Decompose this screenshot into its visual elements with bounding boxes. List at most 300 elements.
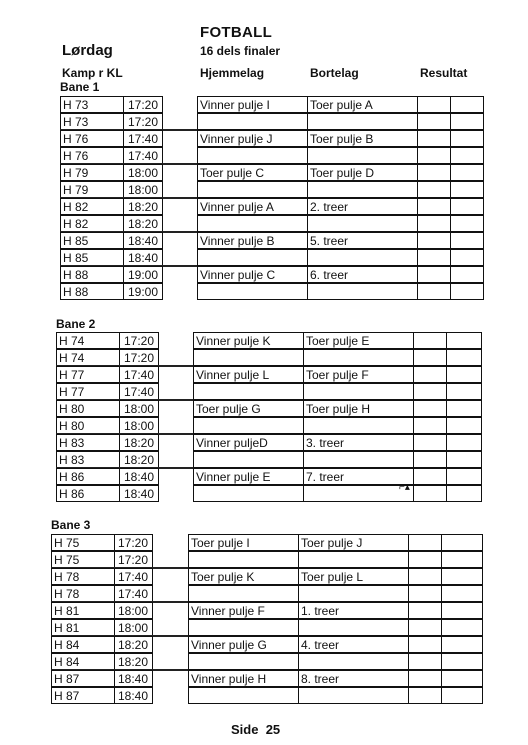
kamp-code: H 73 <box>63 98 89 112</box>
cell-divider <box>123 233 124 248</box>
kickoff-time: 18:40 <box>117 689 148 703</box>
kamp-row <box>60 249 163 266</box>
away-team-cell <box>304 350 414 365</box>
result-home-cell <box>409 654 442 669</box>
result-home-cell <box>409 671 442 686</box>
kamp-code: H 77 <box>59 385 85 399</box>
result-away-cell <box>442 620 482 635</box>
match-row <box>193 366 482 383</box>
away-team: 7. treer <box>306 470 345 484</box>
kamp-row <box>51 585 153 602</box>
result-home-cell <box>414 384 447 399</box>
column-header-home: Hjemmelag <box>200 66 265 80</box>
home-team-cell <box>198 114 308 129</box>
match-blank-row <box>197 181 484 198</box>
home-team-cell <box>189 569 299 584</box>
away-team-cell <box>308 182 418 197</box>
away-team: 6. treer <box>310 268 349 282</box>
cell-divider <box>123 114 124 129</box>
result-home-cell <box>414 435 447 450</box>
cell-divider <box>123 267 124 282</box>
kamp-row <box>51 653 153 670</box>
result-away-cell <box>442 603 482 618</box>
kamp-row <box>51 619 153 636</box>
away-team-cell <box>308 250 418 265</box>
home-team: Vinner puljeD <box>196 436 268 450</box>
away-team-cell <box>299 535 409 550</box>
away-team-cell <box>304 367 414 382</box>
cell-divider <box>114 552 115 567</box>
kickoff-time: 18:20 <box>127 200 158 214</box>
away-team: Toer pulje D <box>310 166 375 180</box>
kamp-code: H 81 <box>54 621 80 635</box>
home-team-cell <box>194 333 304 348</box>
kamp-code: H 88 <box>63 285 89 299</box>
result-away-cell <box>451 131 483 146</box>
kamp-row <box>56 349 159 366</box>
kickoff-time: 17:20 <box>123 334 154 348</box>
home-team: Toer pulje K <box>191 570 255 584</box>
day-heading: Lørdag <box>62 42 113 59</box>
cell-divider <box>114 586 115 601</box>
result-away-cell <box>442 637 482 652</box>
match-row <box>193 400 482 417</box>
away-team-cell <box>308 199 418 214</box>
result-away-cell <box>447 469 481 484</box>
result-away-cell <box>447 435 481 450</box>
kamp-code: H 75 <box>54 553 80 567</box>
match-blank-row <box>193 451 482 468</box>
cell-divider <box>123 165 124 180</box>
result-home-cell <box>409 535 442 550</box>
cell-divider <box>114 620 115 635</box>
result-home-cell <box>409 586 442 601</box>
away-team: 5. treer <box>310 234 349 248</box>
result-home-cell <box>418 216 451 231</box>
result-home-cell <box>418 97 451 112</box>
kamp-row <box>56 468 159 485</box>
result-away-cell <box>447 486 481 501</box>
result-home-cell <box>409 637 442 652</box>
cell-divider <box>119 384 120 399</box>
result-away-cell <box>447 418 481 433</box>
kamp-code: H 79 <box>63 166 89 180</box>
kamp-code: H 82 <box>63 217 89 231</box>
kickoff-time: 17:40 <box>127 132 158 146</box>
away-team: Toer pulje B <box>310 132 374 146</box>
kamp-row <box>51 687 153 704</box>
match-blank-row <box>193 417 482 434</box>
kickoff-time: 18:00 <box>127 183 158 197</box>
result-away-cell <box>447 452 481 467</box>
cell-divider <box>123 148 124 163</box>
home-team-cell <box>189 654 299 669</box>
result-away-cell <box>447 384 481 399</box>
home-team: Vinner pulje H <box>191 672 267 686</box>
cell-divider <box>123 199 124 214</box>
away-team: Toer pulje H <box>306 402 371 416</box>
column-header-result: Resultat <box>420 66 468 80</box>
result-away-cell <box>451 216 483 231</box>
column-header-away: Bortelag <box>310 66 359 80</box>
kamp-row <box>51 602 153 619</box>
kamp-code: H 86 <box>59 487 85 501</box>
home-team-cell <box>194 401 304 416</box>
away-team-cell <box>308 216 418 231</box>
match-row <box>188 636 483 653</box>
home-team: Vinner pulje B <box>200 234 275 248</box>
kamp-code: H 86 <box>59 470 85 484</box>
home-team-cell <box>194 452 304 467</box>
home-team-cell <box>198 267 308 282</box>
kamp-row <box>56 400 159 417</box>
result-home-cell <box>418 182 451 197</box>
result-home-cell <box>418 131 451 146</box>
away-team-cell <box>308 97 418 112</box>
kickoff-time: 18:00 <box>123 402 154 416</box>
kamp-row <box>56 417 159 434</box>
home-team-cell <box>189 688 299 703</box>
cell-divider <box>114 654 115 669</box>
kickoff-time: 17:20 <box>127 98 158 112</box>
away-team-cell <box>304 469 414 484</box>
bane-label: Bane 3 <box>51 518 91 532</box>
cell-divider <box>123 131 124 146</box>
kickoff-time: 18:40 <box>123 487 154 501</box>
match-blank-row <box>193 349 482 366</box>
kickoff-time: 18:20 <box>123 436 154 450</box>
cell-divider <box>119 435 120 450</box>
kickoff-time: 18:00 <box>127 166 158 180</box>
home-team: Vinner pulje C <box>200 268 276 282</box>
cell-divider <box>114 603 115 618</box>
kamp-row <box>51 551 153 568</box>
kamp-row <box>60 147 163 164</box>
kamp-code: H 79 <box>63 183 89 197</box>
cell-divider <box>119 486 120 501</box>
home-team-cell <box>189 535 299 550</box>
away-team-cell <box>299 637 409 652</box>
kamp-row <box>56 383 159 400</box>
home-team-cell <box>198 250 308 265</box>
result-away-cell <box>442 535 482 550</box>
home-team-cell <box>194 350 304 365</box>
cell-divider <box>114 535 115 550</box>
home-team: Vinner pulje E <box>196 470 271 484</box>
home-team-cell <box>189 552 299 567</box>
kickoff-time: 18:20 <box>123 453 154 467</box>
match-blank-row <box>193 485 482 502</box>
away-team-cell <box>299 688 409 703</box>
kamp-code: H 78 <box>54 587 80 601</box>
kamp-row <box>60 164 163 181</box>
home-team: Vinner pulje A <box>200 200 274 214</box>
result-home-cell <box>414 418 447 433</box>
result-away-cell <box>447 401 481 416</box>
kamp-code: H 76 <box>63 149 89 163</box>
kickoff-time: 18:20 <box>117 655 148 669</box>
home-team: Vinner pulje L <box>196 368 270 382</box>
match-row <box>197 130 484 147</box>
match-row <box>188 534 483 551</box>
kamp-row <box>56 451 159 468</box>
away-team-cell <box>308 148 418 163</box>
page-title: FOTBALL <box>200 24 273 41</box>
home-team: Vinner pulje J <box>200 132 273 146</box>
match-row <box>193 332 482 349</box>
result-away-cell <box>451 250 483 265</box>
match-blank-row <box>197 283 484 300</box>
kamp-code: H 83 <box>59 453 85 467</box>
match-blank-row <box>197 147 484 164</box>
away-team: 2. treer <box>310 200 349 214</box>
kamp-row <box>60 198 163 215</box>
away-team-cell <box>308 267 418 282</box>
result-away-cell <box>451 182 483 197</box>
result-home-cell <box>414 333 447 348</box>
away-team-cell <box>304 435 414 450</box>
away-team: Toer pulje A <box>310 98 373 112</box>
kickoff-time: 17:40 <box>127 149 158 163</box>
away-team: Toer pulje E <box>306 334 370 348</box>
home-team-cell <box>194 486 304 501</box>
match-row <box>197 232 484 249</box>
kamp-code: H 73 <box>63 115 89 129</box>
away-team-cell <box>299 569 409 584</box>
kamp-row <box>60 232 163 249</box>
result-home-cell <box>414 469 447 484</box>
result-home-cell <box>409 552 442 567</box>
kickoff-time: 17:20 <box>127 115 158 129</box>
home-team-cell <box>194 384 304 399</box>
home-team-cell <box>189 671 299 686</box>
result-away-cell <box>451 267 483 282</box>
kamp-row <box>60 215 163 232</box>
match-blank-row <box>188 585 483 602</box>
kamp-row <box>51 568 153 585</box>
stray-mark: ⌐▴ <box>399 482 410 493</box>
kamp-code: H 80 <box>59 419 85 433</box>
kamp-code: H 85 <box>63 251 89 265</box>
result-home-cell <box>409 620 442 635</box>
match-blank-row <box>188 687 483 704</box>
away-team-cell <box>304 401 414 416</box>
kamp-code: H 81 <box>54 604 80 618</box>
kamp-row <box>56 434 159 451</box>
kamp-row <box>51 670 153 687</box>
result-away-cell <box>442 654 482 669</box>
kamp-code: H 87 <box>54 689 80 703</box>
match-row <box>188 670 483 687</box>
match-row <box>188 602 483 619</box>
bane-label: Bane 1 <box>60 80 100 94</box>
result-away-cell <box>451 199 483 214</box>
cell-divider <box>119 333 120 348</box>
kamp-row <box>60 181 163 198</box>
kickoff-time: 19:00 <box>127 268 158 282</box>
cell-divider <box>114 671 115 686</box>
kamp-row <box>56 332 159 349</box>
kickoff-time: 17:40 <box>123 385 154 399</box>
home-team-cell <box>198 233 308 248</box>
result-away-cell <box>447 350 481 365</box>
cell-divider <box>114 569 115 584</box>
home-team-cell <box>198 165 308 180</box>
away-team-cell <box>308 131 418 146</box>
away-team: 8. treer <box>301 672 340 686</box>
cell-divider <box>114 688 115 703</box>
result-away-cell <box>451 233 483 248</box>
home-team-cell <box>198 182 308 197</box>
kamp-code: H 77 <box>59 368 85 382</box>
column-header-kamp: Kamp r KL <box>62 66 123 80</box>
away-team-cell <box>299 586 409 601</box>
match-row <box>193 434 482 451</box>
result-home-cell <box>418 199 451 214</box>
kickoff-time: 17:20 <box>117 536 148 550</box>
result-away-cell <box>451 114 483 129</box>
home-team: Toer pulje C <box>200 166 265 180</box>
cell-divider <box>123 250 124 265</box>
away-team-cell <box>299 671 409 686</box>
cell-divider <box>123 97 124 112</box>
result-home-cell <box>414 452 447 467</box>
result-home-cell <box>409 688 442 703</box>
match-blank-row <box>188 653 483 670</box>
home-team: Toer pulje I <box>191 536 250 550</box>
home-team-cell <box>189 637 299 652</box>
cell-divider <box>119 401 120 416</box>
result-home-cell <box>418 148 451 163</box>
result-away-cell <box>451 284 483 299</box>
result-home-cell <box>414 486 447 501</box>
kickoff-time: 17:20 <box>123 351 154 365</box>
kickoff-time: 17:40 <box>117 587 148 601</box>
kickoff-time: 19:00 <box>127 285 158 299</box>
away-team-cell <box>308 114 418 129</box>
home-team: Vinner pulje I <box>200 98 270 112</box>
result-away-cell <box>447 367 481 382</box>
result-home-cell <box>414 401 447 416</box>
kickoff-time: 18:00 <box>123 419 154 433</box>
home-team-cell <box>189 603 299 618</box>
cell-divider <box>114 637 115 652</box>
kamp-row <box>56 366 159 383</box>
kamp-code: H 75 <box>54 536 80 550</box>
cell-divider <box>123 284 124 299</box>
result-away-cell <box>442 688 482 703</box>
kickoff-time: 17:40 <box>123 368 154 382</box>
match-blank-row <box>188 551 483 568</box>
away-team-cell <box>308 165 418 180</box>
match-row <box>193 468 482 485</box>
home-team: Vinner pulje G <box>191 638 267 652</box>
result-home-cell <box>418 114 451 129</box>
kamp-code: H 87 <box>54 672 80 686</box>
result-away-cell <box>442 586 482 601</box>
kickoff-time: 18:00 <box>117 604 148 618</box>
kamp-code: H 76 <box>63 132 89 146</box>
match-row <box>197 198 484 215</box>
cell-divider <box>119 418 120 433</box>
home-team-cell <box>189 586 299 601</box>
away-team-cell <box>299 620 409 635</box>
match-row <box>188 568 483 585</box>
away-team-cell <box>299 603 409 618</box>
kickoff-time: 18:40 <box>123 470 154 484</box>
match-blank-row <box>197 215 484 232</box>
result-home-cell <box>418 250 451 265</box>
cell-divider <box>119 367 120 382</box>
home-team-cell <box>194 418 304 433</box>
kamp-code: H 84 <box>54 638 80 652</box>
away-team-cell <box>304 418 414 433</box>
home-team: Vinner pulje K <box>196 334 271 348</box>
home-team-cell <box>194 469 304 484</box>
home-team-cell <box>194 367 304 382</box>
result-home-cell <box>409 603 442 618</box>
result-home-cell <box>414 367 447 382</box>
page-subtitle: 16 dels finaler <box>200 44 281 58</box>
match-row <box>197 96 484 113</box>
kamp-row <box>60 283 163 300</box>
match-row <box>197 266 484 283</box>
result-away-cell <box>442 552 482 567</box>
cell-divider <box>119 452 120 467</box>
kickoff-time: 18:40 <box>127 251 158 265</box>
result-home-cell <box>414 350 447 365</box>
kamp-code: H 84 <box>54 655 80 669</box>
away-team-cell <box>308 233 418 248</box>
cell-divider <box>119 350 120 365</box>
kamp-row <box>51 534 153 551</box>
kamp-row <box>60 130 163 147</box>
footer-label: Side <box>231 722 259 737</box>
away-team-cell <box>304 384 414 399</box>
result-away-cell <box>447 333 481 348</box>
away-team: 1. treer <box>301 604 340 618</box>
match-blank-row <box>197 113 484 130</box>
kickoff-time: 18:00 <box>117 621 148 635</box>
result-home-cell <box>418 165 451 180</box>
kickoff-time: 18:40 <box>117 672 148 686</box>
kickoff-time: 18:40 <box>127 234 158 248</box>
kamp-code: H 74 <box>59 351 85 365</box>
cell-divider <box>119 469 120 484</box>
away-team: 4. treer <box>301 638 340 652</box>
away-team: Toer pulje F <box>306 368 369 382</box>
kamp-row <box>60 266 163 283</box>
away-team-cell <box>299 654 409 669</box>
kamp-row <box>60 96 163 113</box>
result-home-cell <box>418 233 451 248</box>
away-team-cell <box>304 486 414 501</box>
result-away-cell <box>442 569 482 584</box>
home-team-cell <box>189 620 299 635</box>
away-team: Toer pulje L <box>301 570 364 584</box>
home-team-cell <box>198 216 308 231</box>
kickoff-time: 18:20 <box>117 638 148 652</box>
result-home-cell <box>418 267 451 282</box>
result-away-cell <box>451 148 483 163</box>
result-home-cell <box>409 569 442 584</box>
kamp-code: H 80 <box>59 402 85 416</box>
result-away-cell <box>442 671 482 686</box>
home-team-cell <box>198 284 308 299</box>
result-away-cell <box>451 97 483 112</box>
home-team-cell <box>198 148 308 163</box>
bane-label: Bane 2 <box>56 317 96 331</box>
